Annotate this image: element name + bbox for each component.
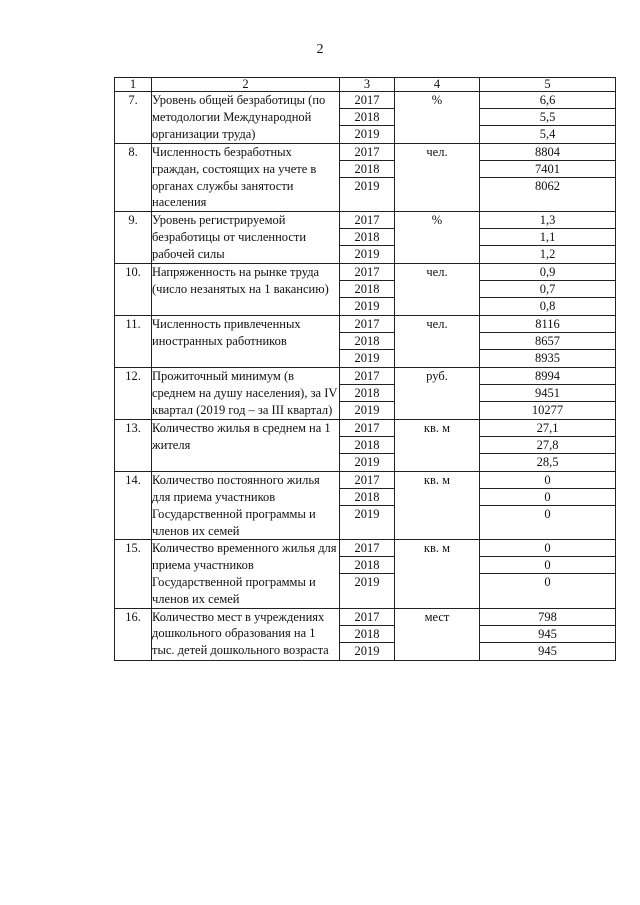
value: 0 [480, 540, 615, 557]
year: 2017 [340, 92, 394, 109]
year: 2019 [354, 455, 380, 470]
year: 2018 [340, 626, 394, 643]
table-row [115, 472, 616, 540]
year: 2017 [340, 264, 394, 281]
year: 2019 [354, 643, 380, 658]
row-number: 13. [115, 420, 152, 472]
year: 2017 [340, 609, 394, 626]
value: 1,2 [539, 247, 556, 262]
value: 0 [544, 575, 551, 590]
unit: чел. [395, 316, 480, 368]
year: 2017 [340, 316, 394, 333]
value: 8804 [480, 144, 615, 161]
value: 0,7 [480, 281, 615, 298]
year: 2017 [340, 368, 394, 385]
table-row [115, 368, 616, 420]
value-cell [480, 212, 616, 264]
value-cell [480, 92, 616, 144]
year: 2018 [340, 385, 394, 402]
year-cell [340, 92, 395, 144]
column-number: 1 [115, 78, 152, 92]
row-number: 8. [115, 144, 152, 212]
table-row [115, 212, 616, 264]
year: 2018 [340, 281, 394, 298]
column-number: 4 [395, 78, 480, 92]
indicator-name: Численность привлеченных иностранных работников [152, 316, 340, 368]
row-number: 15. [115, 540, 152, 608]
year: 2017 [340, 144, 394, 161]
table-row [115, 92, 616, 144]
unit: кв. м [395, 420, 480, 472]
year: 2018 [340, 333, 394, 350]
year: 2017 [340, 212, 394, 229]
indicator-name: Прожиточный минимум (в среднем на душу населения), за IV квартал (2019 год – за III квартал) [152, 368, 340, 420]
value: 1,3 [480, 212, 615, 229]
value: 0 [480, 557, 615, 574]
indicator-name: Количество постоянного жилья для приема участников Государственной программы и членов их семей [152, 472, 340, 540]
row-number: 12. [115, 368, 152, 420]
year: 2019 [354, 351, 380, 366]
indicator-name: Количество временного жилья для приема участников Государственной программы и членов их семей [152, 540, 340, 608]
unit: руб. [395, 368, 480, 420]
year: 2017 [340, 472, 394, 489]
year-cell [340, 316, 395, 368]
year-cell [340, 540, 395, 608]
page-number: 2 [316, 42, 324, 57]
column-number: 2 [152, 78, 340, 92]
value: 6,6 [480, 92, 615, 109]
unit: чел. [395, 144, 480, 212]
indicators-table [114, 77, 616, 661]
year: 2018 [340, 229, 394, 246]
year-cell [340, 472, 395, 540]
table-body [115, 78, 616, 661]
indicator-name: Количество жилья в среднем на 1 жителя [152, 420, 340, 472]
year: 2019 [354, 179, 380, 193]
year: 2019 [354, 299, 380, 314]
value: 10277 [531, 403, 564, 418]
value: 9451 [480, 385, 615, 402]
year: 2017 [340, 420, 394, 437]
value: 1,1 [480, 229, 615, 246]
value: 945 [538, 643, 557, 658]
year: 2019 [354, 403, 380, 418]
value-cell [480, 540, 616, 608]
value: 28,5 [536, 455, 559, 470]
table-row [115, 264, 616, 316]
value: 8116 [480, 316, 615, 333]
year: 2018 [340, 557, 394, 574]
unit: % [395, 212, 480, 264]
value: 8935 [535, 351, 560, 366]
year: 2019 [354, 507, 380, 522]
unit: кв. м [395, 540, 480, 608]
table-row [115, 144, 616, 212]
value: 7401 [480, 161, 615, 178]
row-number: 16. [115, 608, 152, 660]
column-number-row [115, 78, 616, 92]
table-row [115, 420, 616, 472]
column-number: 5 [480, 78, 616, 92]
value: 8062 [535, 179, 560, 193]
year: 2018 [340, 489, 394, 506]
value: 5,4 [539, 127, 556, 141]
unit: % [395, 92, 480, 144]
row-number: 7. [115, 92, 152, 144]
value: 5,5 [480, 109, 615, 126]
value-cell [480, 420, 616, 472]
year: 2018 [340, 437, 394, 454]
value-cell [480, 264, 616, 316]
indicator-name: Количество мест в учреждениях дошкольного образования на 1 тыс. детей дошкольного возраста [152, 608, 340, 660]
table-row [115, 540, 616, 608]
row-number: 14. [115, 472, 152, 540]
value: 27,8 [480, 437, 615, 454]
year-cell [340, 368, 395, 420]
unit: чел. [395, 264, 480, 316]
year-cell [340, 420, 395, 472]
row-number: 11. [115, 316, 152, 368]
value-cell [480, 316, 616, 368]
row-number: 9. [115, 212, 152, 264]
indicator-name: Напряженность на рынке труда (число незанятых на 1 вакансию) [152, 264, 340, 316]
year: 2019 [354, 247, 380, 262]
value-cell [480, 608, 616, 660]
year-cell [340, 608, 395, 660]
year-cell [340, 264, 395, 316]
year: 2019 [354, 127, 380, 141]
year: 2017 [340, 540, 394, 557]
year: 2019 [354, 575, 380, 590]
value: 945 [480, 626, 615, 643]
column-number: 3 [340, 78, 395, 92]
value-cell [480, 472, 616, 540]
unit: мест [395, 608, 480, 660]
year-cell [340, 212, 395, 264]
table-row [115, 316, 616, 368]
row-number: 10. [115, 264, 152, 316]
value: 8657 [480, 333, 615, 350]
value-cell [480, 368, 616, 420]
value: 0 [480, 472, 615, 489]
value: 0,8 [539, 299, 556, 314]
value: 8994 [480, 368, 615, 385]
table-row [115, 608, 616, 660]
year-cell [340, 144, 395, 212]
year: 2018 [340, 161, 394, 178]
year: 2018 [340, 109, 394, 126]
indicator-name: Численность безработных граждан, состоящих на учете в органах службы занятости населения [152, 144, 340, 212]
unit: кв. м [395, 472, 480, 540]
value: 0 [544, 507, 551, 522]
value: 0 [480, 489, 615, 506]
value-cell [480, 144, 616, 212]
value: 27,1 [480, 420, 615, 437]
indicator-name: Уровень общей безработицы (по методологии Международной организации труда) [152, 92, 340, 144]
value: 0,9 [480, 264, 615, 281]
indicator-name: Уровень регистрируемой безработицы от численности рабочей силы [152, 212, 340, 264]
value: 798 [480, 609, 615, 626]
